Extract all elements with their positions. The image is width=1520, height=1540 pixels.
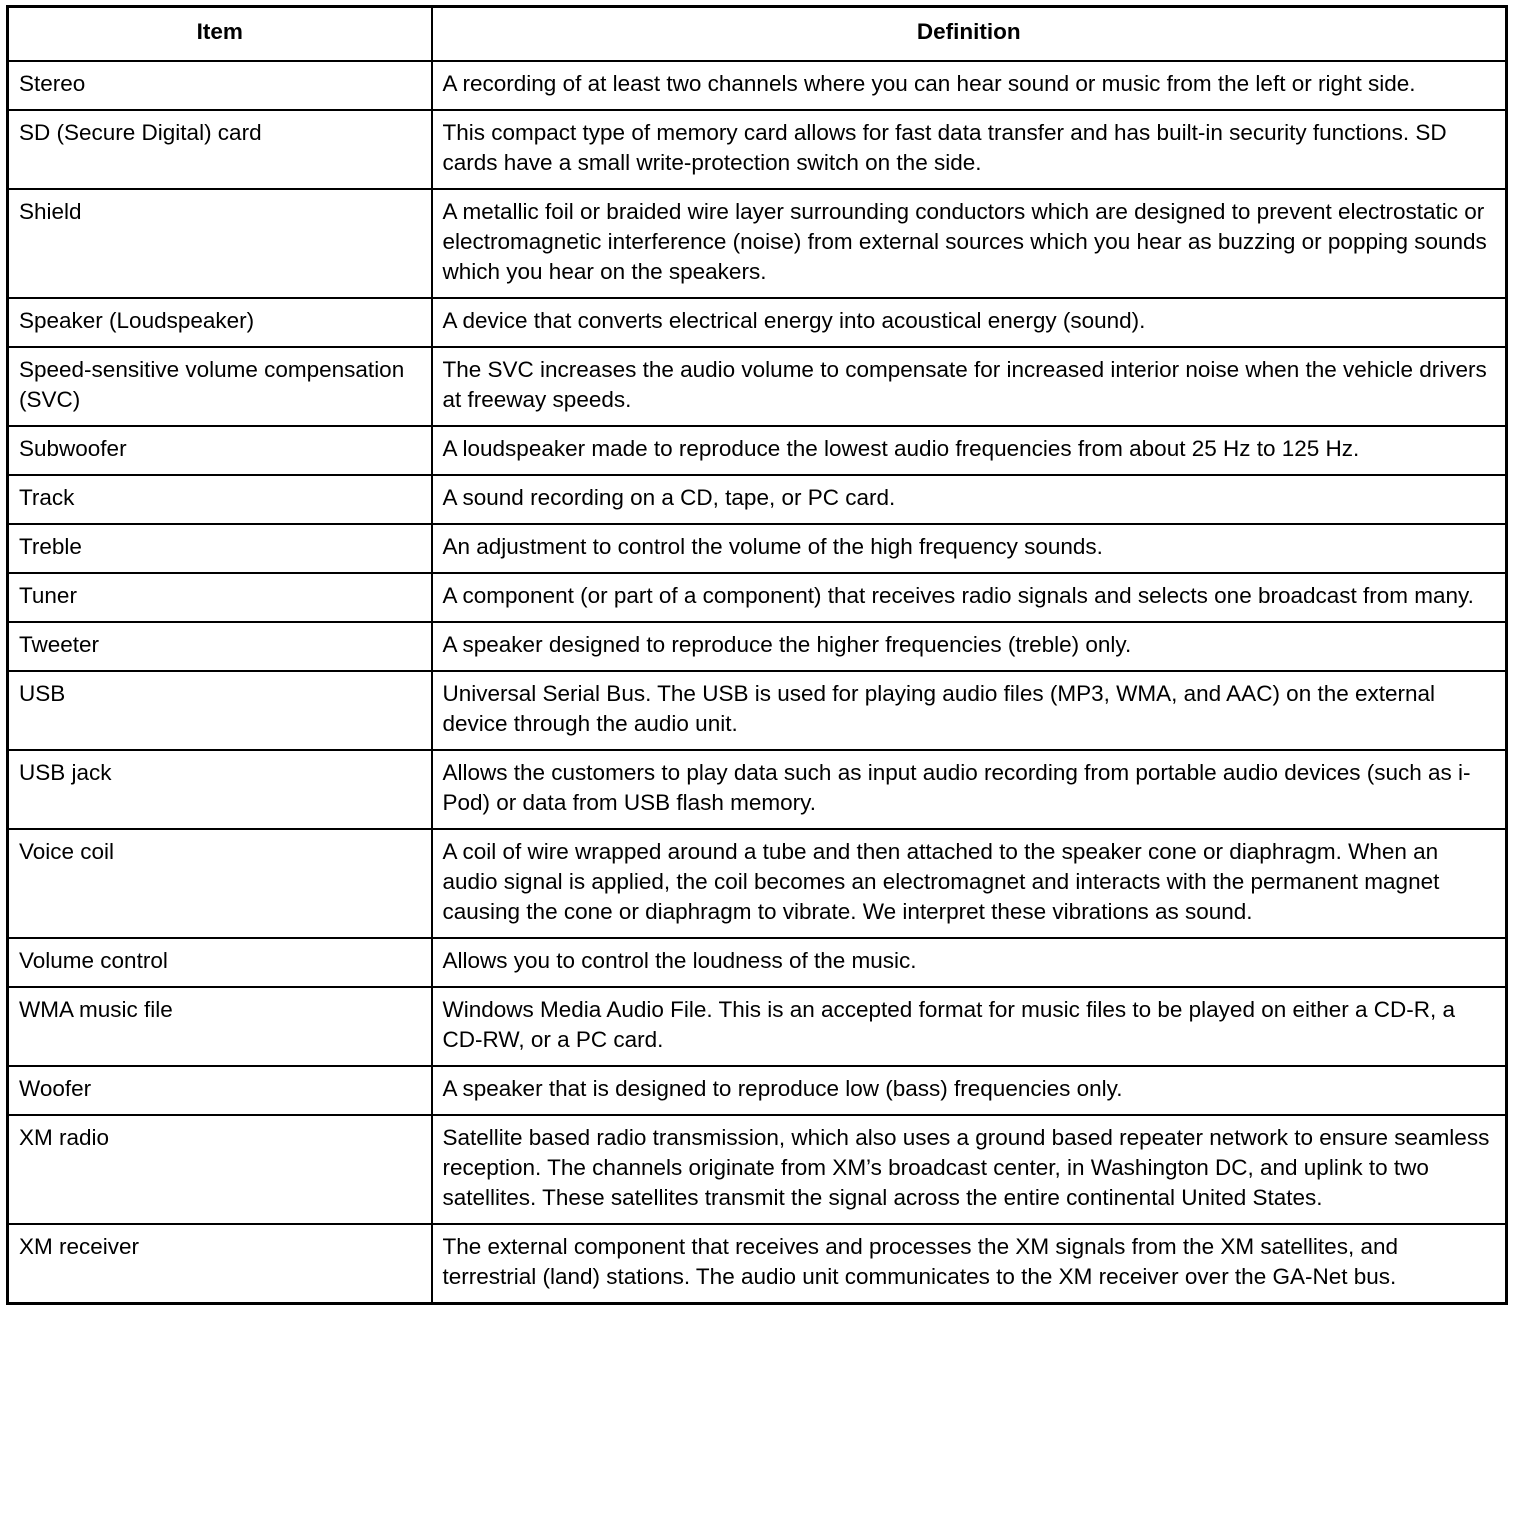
- item-cell: Subwoofer: [8, 426, 432, 475]
- definition-cell: A recording of at least two channels where you can hear sound or music from the left or right side.: [432, 61, 1507, 110]
- item-cell: USB jack: [8, 750, 432, 829]
- table-header: [8, 7, 1507, 61]
- definition-cell: A speaker designed to reproduce the higher frequencies (treble) only.: [432, 622, 1507, 671]
- item-cell: Treble: [8, 524, 432, 573]
- definition-cell: The external component that receives and processes the XM signals from the XM satellites, and terrestrial (land) stations. The audio unit communicates to the XM receiver over the GA-Net bus.: [432, 1224, 1507, 1304]
- definition-cell: Allows you to control the loudness of the music.: [432, 938, 1507, 987]
- definition-cell: This compact type of memory card allows for fast data transfer and has built-in security functions. SD cards have a small write-protection switch on the side.: [432, 110, 1507, 189]
- table-row: [8, 1066, 1507, 1115]
- table-body: [8, 61, 1507, 1304]
- item-cell: XM receiver: [8, 1224, 432, 1304]
- definition-cell: Universal Serial Bus. The USB is used for playing audio files (MP3, WMA, and AAC) on the external device through the audio unit.: [432, 671, 1507, 750]
- item-cell: WMA music file: [8, 987, 432, 1066]
- header-row: [8, 7, 1507, 61]
- table-row: [8, 61, 1507, 110]
- table-row: [8, 750, 1507, 829]
- column-header-definition: Definition: [432, 7, 1507, 61]
- glossary-table: [6, 5, 1508, 1305]
- item-cell: Tuner: [8, 573, 432, 622]
- definition-cell: A speaker that is designed to reproduce low (bass) frequencies only.: [432, 1066, 1507, 1115]
- table-row: [8, 573, 1507, 622]
- table-row: [8, 987, 1507, 1066]
- item-cell: Track: [8, 475, 432, 524]
- item-cell: Speaker (Loudspeaker): [8, 298, 432, 347]
- table-row: [8, 347, 1507, 426]
- table-row: [8, 938, 1507, 987]
- table-row: [8, 475, 1507, 524]
- definition-cell: Windows Media Audio File. This is an accepted format for music files to be played on either a CD-R, a CD-RW, or a PC card.: [432, 987, 1507, 1066]
- table-row: [8, 189, 1507, 298]
- item-cell: XM radio: [8, 1115, 432, 1224]
- item-cell: SD (Secure Digital) card: [8, 110, 432, 189]
- definition-cell: A loudspeaker made to reproduce the lowest audio frequencies from about 25 Hz to 125 Hz.: [432, 426, 1507, 475]
- item-cell: Volume control: [8, 938, 432, 987]
- table-row: [8, 298, 1507, 347]
- table-row: [8, 110, 1507, 189]
- table-row: [8, 426, 1507, 475]
- definition-cell: A sound recording on a CD, tape, or PC card.: [432, 475, 1507, 524]
- table-row: [8, 829, 1507, 938]
- column-header-item: Item: [8, 7, 432, 61]
- table-row: [8, 1224, 1507, 1304]
- table-row: [8, 524, 1507, 573]
- definition-cell: Satellite based radio transmission, which also uses a ground based repeater network to ensure seamless reception. The channels originate from XM’s broadcast center, in Washington DC, and uplink to two satellites. These satellites transmit the signal across the entire continental United States.: [432, 1115, 1507, 1224]
- definition-cell: A coil of wire wrapped around a tube and then attached to the speaker cone or diaphragm. When an audio signal is applied, the coil becomes an electromagnet and interacts with the permanent magnet causing the cone or diaphragm to vibrate. We interpret these vibrations as sound.: [432, 829, 1507, 938]
- item-cell: Woofer: [8, 1066, 432, 1115]
- item-cell: USB: [8, 671, 432, 750]
- item-cell: Speed-sensitive volume compensation (SVC): [8, 347, 432, 426]
- definition-cell: A component (or part of a component) that receives radio signals and selects one broadcast from many.: [432, 573, 1507, 622]
- definition-cell: A device that converts electrical energy into acoustical energy (sound).: [432, 298, 1507, 347]
- definition-cell: The SVC increases the audio volume to compensate for increased interior noise when the vehicle drivers at freeway speeds.: [432, 347, 1507, 426]
- definition-cell: Allows the customers to play data such as input audio recording from portable audio devices (such as i-Pod) or data from USB flash memory.: [432, 750, 1507, 829]
- item-cell: Shield: [8, 189, 432, 298]
- table-row: [8, 622, 1507, 671]
- table-row: [8, 1115, 1507, 1224]
- definition-cell: An adjustment to control the volume of the high frequency sounds.: [432, 524, 1507, 573]
- item-cell: Stereo: [8, 61, 432, 110]
- table-row: [8, 671, 1507, 750]
- item-cell: Tweeter: [8, 622, 432, 671]
- definition-cell: A metallic foil or braided wire layer surrounding conductors which are designed to prevent electrostatic or electromagnetic interference (noise) from external sources which you hear as buzzing or popping sounds which you hear on the speakers.: [432, 189, 1507, 298]
- item-cell: Voice coil: [8, 829, 432, 938]
